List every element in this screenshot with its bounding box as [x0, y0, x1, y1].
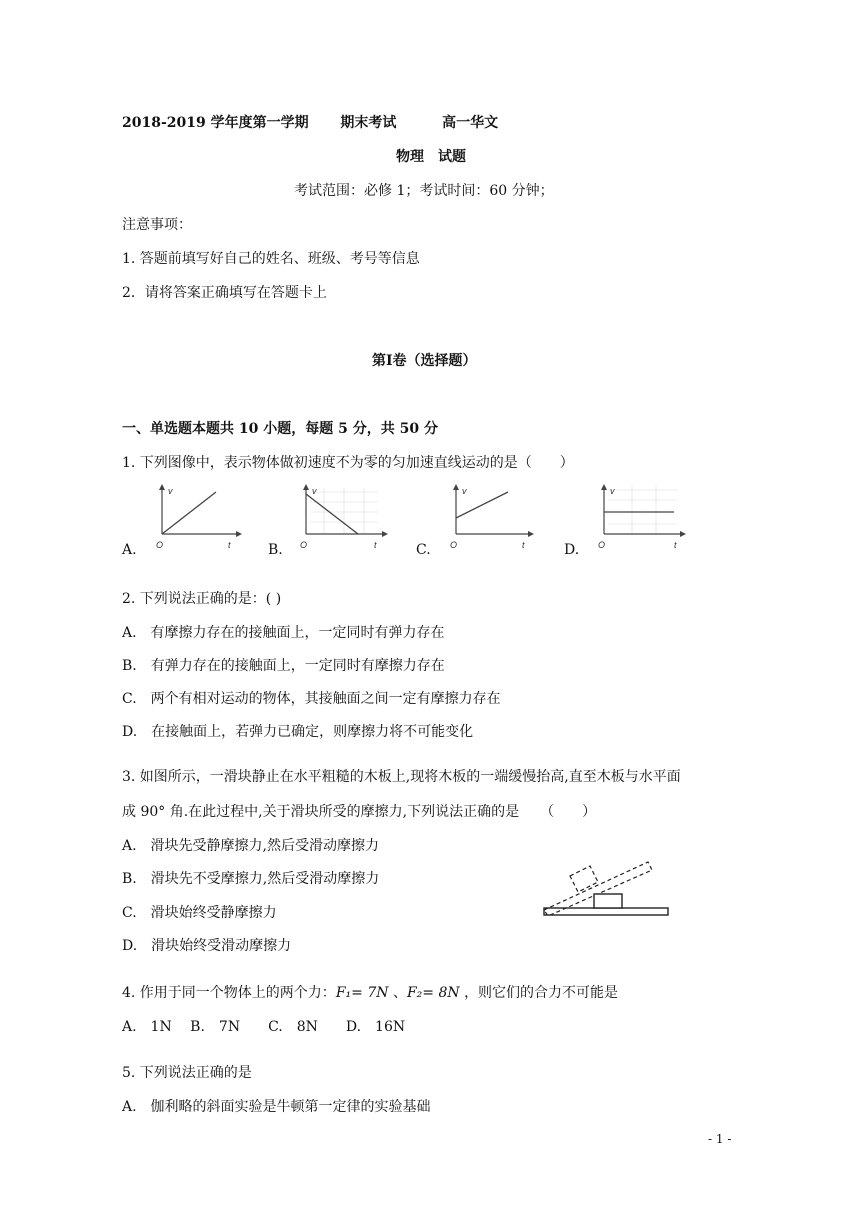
- option-text: D. 滑块始终受滑动摩擦力: [122, 938, 292, 954]
- part-title: 一、单选题本题共 10 小题，每题 5 分，共 50 分: [122, 421, 438, 437]
- force-f2: F₂= 8N: [406, 985, 460, 1001]
- graph-d: [592, 482, 688, 554]
- header-line: [122, 112, 498, 132]
- exam-name: 期末考试: [340, 115, 397, 131]
- axis-v-label: v: [610, 486, 615, 496]
- option-text: A. 伽利略的斜面实验是牛顿第一定律的实验基础: [122, 1099, 431, 1115]
- exam-scope: 考试范围：必修 1；考试时间：60 分钟；: [294, 183, 554, 199]
- notice-title: 注意事项：: [122, 217, 192, 233]
- stem-post: ，则它们的合力不可能是: [464, 985, 619, 1001]
- axis-v-label: v: [312, 486, 317, 496]
- graph-b: [294, 482, 388, 554]
- option-text: C. 两个有相对运动的物体，其接触面之间一定有摩擦力存在: [122, 691, 501, 707]
- option-text: C. 滑块始终受静摩擦力: [122, 905, 277, 921]
- options-line: A. 1N B. 7N C. 8N D. 16N: [122, 1019, 406, 1035]
- question-stem: 1. 下列图像中，表示物体做初速度不为零的匀加速直线运动的是（ ）: [122, 455, 574, 471]
- option-text: D. 在接触面上，若弹力已确定，则摩擦力将不可能变化: [122, 724, 474, 740]
- option-text: A. 有摩擦力存在的接触面上，一定同时有弹力存在: [122, 625, 445, 641]
- graph-c: [444, 482, 536, 554]
- axis-t-label: t: [228, 540, 231, 550]
- year-term: 2018-2019 学年度第一学期: [122, 115, 309, 131]
- section-title: 第Ⅰ卷（选择题）: [372, 353, 477, 369]
- axis-t-label: t: [374, 540, 377, 550]
- option-label: D.: [564, 542, 580, 558]
- axis-t-label: t: [674, 540, 677, 550]
- stem-pre: 4. 作用于同一个物体上的两个力：: [122, 985, 336, 1001]
- axis-t-label: t: [522, 540, 525, 550]
- incline-figure: [536, 846, 676, 920]
- class-name: 高一华文: [442, 115, 499, 131]
- question-stem: 3. 如图所示，一滑块静止在水平粗糙的木板上,现将木板的一端缓慢抬高,直至木板与水平面: [122, 769, 681, 785]
- page-number: - 1 -: [708, 1132, 732, 1146]
- separator: 、: [392, 985, 407, 1001]
- origin-label: O: [300, 540, 308, 550]
- notice-item: 1. 答题前填写好自己的姓名、班级、考号等信息: [122, 251, 420, 267]
- force-f1: F₁= 7N: [335, 985, 389, 1001]
- axis-v-label: v: [462, 486, 467, 496]
- question-stem-cont: 成 90° 角.在此过程中,关于滑块所受的摩擦力,下列说法正确的是 （ ）: [122, 804, 597, 820]
- question-stem: 5. 下列说法正确的是: [122, 1065, 252, 1081]
- option-label: B.: [268, 542, 283, 558]
- axis-v-label: v: [168, 486, 173, 496]
- origin-label: O: [598, 540, 606, 550]
- origin-label: O: [156, 540, 164, 550]
- question-stem: 2. 下列说法正确的是：( ): [122, 591, 282, 607]
- notice-item: 2．请将答案正确填写在答题卡上: [122, 285, 327, 301]
- option-text: B. 滑块先不受摩擦力,然后受滑动摩擦力: [122, 871, 380, 887]
- option-label: C.: [416, 542, 431, 558]
- origin-label: O: [450, 540, 458, 550]
- graph-a: [150, 482, 242, 554]
- option-text: B. 有弹力存在的接触面上，一定同时有摩擦力存在: [122, 658, 445, 674]
- subject-title: 物理 试题: [396, 149, 466, 165]
- option-text: A. 滑块先受静摩擦力,然后受滑动摩擦力: [122, 838, 380, 854]
- option-label: A.: [122, 542, 137, 558]
- question-stem: [122, 982, 618, 1002]
